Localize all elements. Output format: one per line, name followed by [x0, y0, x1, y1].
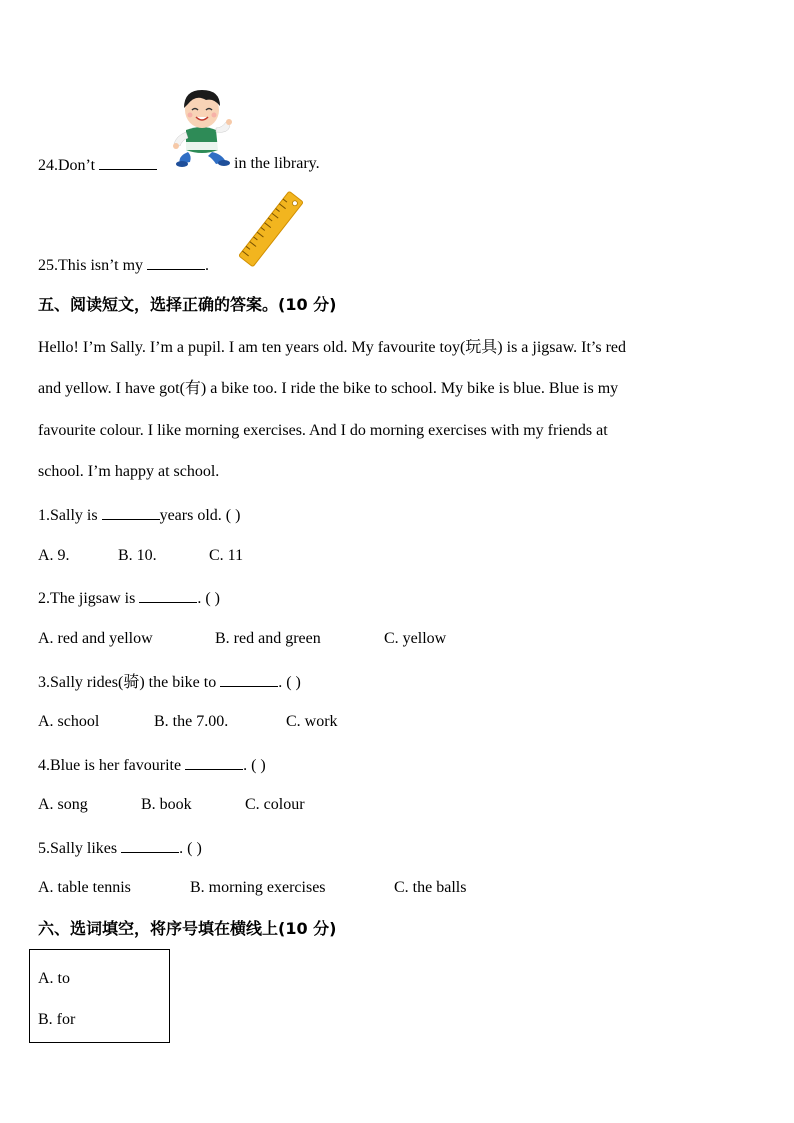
question-stem: 1.Sally is: [38, 507, 98, 524]
word-option-a[interactable]: A. to: [38, 970, 70, 987]
reading-question-5: [38, 837, 202, 859]
answer-parentheses[interactable]: ( ): [187, 840, 202, 857]
question-24: [38, 154, 157, 176]
question-stem-after: years old.: [159, 507, 222, 524]
answer-blank[interactable]: [99, 154, 157, 170]
option-b[interactable]: B. book: [141, 796, 192, 813]
question-text-after: .: [205, 257, 210, 274]
question-24-text-after: in the library.: [234, 155, 320, 172]
answer-parentheses[interactable]: ( ): [286, 674, 301, 691]
option-a[interactable]: A. red and yellow: [38, 630, 153, 647]
question-stem-after: .: [179, 840, 184, 857]
answer-blank[interactable]: [102, 504, 160, 520]
question-stem: 2.The jigsaw is: [38, 590, 136, 607]
running-boy-picture: [170, 84, 234, 170]
word-option-b[interactable]: B. for: [38, 1011, 76, 1028]
passage-line-3: favourite colour. I like morning exercises. And I do morning exercises with my friends at: [38, 422, 608, 439]
answer-blank[interactable]: [139, 587, 197, 603]
answer-blank[interactable]: [121, 837, 179, 853]
question-text-before: This isn’t my: [58, 257, 144, 274]
question-stem: 4.Blue is her favourite: [38, 757, 182, 774]
running-boy-icon: [170, 84, 234, 170]
question-stem-after: .: [278, 674, 283, 691]
section-5-heading: 五、阅读短文，选择正确的答案。(10 分): [38, 295, 337, 314]
option-b[interactable]: B. morning exercises: [190, 879, 326, 896]
answer-blank[interactable]: [147, 254, 205, 270]
ruler-icon: [234, 188, 308, 270]
reading-question-2: [38, 587, 220, 609]
option-c[interactable]: C. the balls: [394, 879, 467, 896]
passage-line-2: and yellow. I have got(有) a bike too. I ride the bike to school. My bike is blue. Blue is my: [38, 380, 619, 397]
answer-parentheses[interactable]: ( ): [225, 507, 241, 524]
question-number: 25.: [38, 257, 58, 274]
option-b[interactable]: B. the 7.00.: [154, 713, 229, 730]
question-stem-after: .: [197, 590, 202, 607]
option-a[interactable]: A. school: [38, 713, 100, 730]
option-a[interactable]: A. 9.: [38, 547, 70, 564]
question-25: [38, 254, 209, 276]
answer-parentheses[interactable]: ( ): [205, 590, 220, 607]
reading-question-1: [38, 504, 240, 526]
answer-parentheses[interactable]: ( ): [251, 757, 266, 774]
option-c[interactable]: C. 11: [209, 547, 244, 564]
answer-blank[interactable]: [185, 754, 243, 770]
option-a[interactable]: A. song: [38, 796, 88, 813]
question-text-before: Don’t: [58, 157, 96, 174]
word-choice-box: [29, 949, 170, 1043]
reading-question-3: [38, 671, 301, 693]
question-stem-after: .: [243, 757, 248, 774]
option-c[interactable]: C. work: [286, 713, 338, 730]
option-a[interactable]: A. table tennis: [38, 879, 131, 896]
question-stem: 3.Sally rides(骑) the bike to: [38, 674, 217, 691]
ruler-picture: [234, 188, 308, 270]
option-b[interactable]: B. red and green: [215, 630, 321, 647]
passage-line-1: Hello! I’m Sally. I’m a pupil. I am ten years old. My favourite toy(玩具) is a jigsaw. It’s red: [38, 339, 627, 356]
option-b[interactable]: B. 10.: [118, 547, 157, 564]
answer-blank[interactable]: [220, 671, 278, 687]
question-stem: 5.Sally likes: [38, 840, 118, 857]
section-6-heading: 六、选词填空，将序号填在横线上(10 分): [38, 919, 337, 938]
option-c[interactable]: C. colour: [245, 796, 305, 813]
option-c[interactable]: C. yellow: [384, 630, 447, 647]
reading-question-4: [38, 754, 266, 776]
question-number: 24.: [38, 157, 58, 174]
passage-line-4: school. I’m happy at school.: [38, 463, 220, 480]
